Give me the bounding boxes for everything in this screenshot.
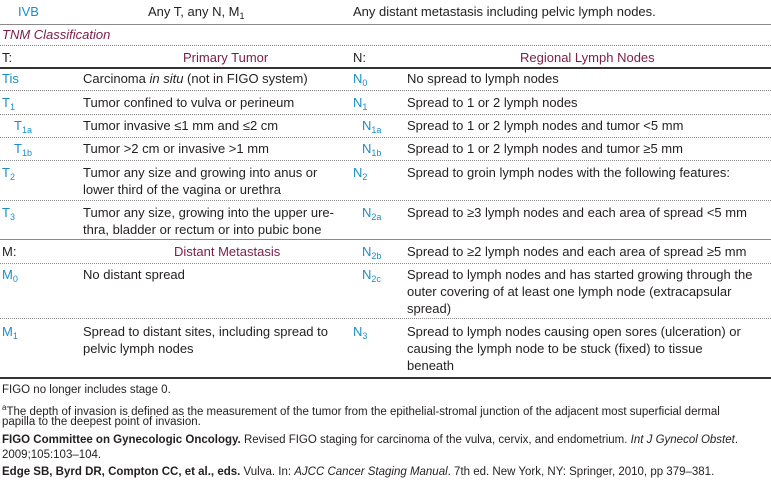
m-row-description: Spread to distant sites, including spread to: [83, 324, 328, 339]
m-row-code: [2, 267, 18, 283]
n-header-title: Regional Lymph Nodes: [520, 50, 655, 65]
n-code-letter: N: [362, 205, 372, 220]
n-code-sub: 2b: [371, 251, 382, 261]
n-row-description: Spread to ≥2 lymph nodes and each area of spread ≥5 mm: [407, 244, 747, 259]
n-row-description: spread): [407, 301, 452, 316]
n-code-sub: 2: [362, 172, 368, 182]
ref-figo-end: .: [734, 434, 739, 446]
m-code-letter: M: [2, 267, 13, 282]
n-row-code: [353, 95, 367, 111]
t-desc-part: Tumor any size, growing into the upper ure-: [83, 205, 334, 220]
t-row-code: [2, 165, 15, 181]
n-code-letter: N: [362, 118, 372, 133]
m-code-sub: 0: [12, 274, 18, 284]
n-code-letter: N: [362, 244, 372, 259]
footnote-depth-line1: The depth of invasion is defined as the measurement of the tumor from the epithelial-stromal junction of the adjacent most superficial dermal: [6, 405, 720, 418]
divider: [0, 114, 771, 115]
section-title: TNM Classification: [2, 27, 111, 42]
m-code-sub: 1: [12, 331, 18, 341]
t-desc-part: in situ: [149, 71, 184, 86]
n-row-code: [353, 71, 367, 87]
divider: [0, 263, 771, 264]
n-row-description: Spread to groin lymph nodes with the following features:: [407, 165, 731, 180]
n-row-description: Spread to 1 or 2 lymph nodes and tumor ≥5 mm: [407, 141, 683, 156]
n-row-code: [353, 324, 367, 340]
ref-figo-authors: FIGO Committee on Gynecologic Oncology.: [2, 434, 241, 446]
footnote-mark: a: [2, 403, 7, 412]
stage-description: Any distant metastasis including pelvic lymph nodes.: [353, 4, 656, 19]
n-code-sub: 3: [362, 331, 368, 341]
n-row-description: No spread to lymph nodes: [407, 71, 559, 86]
t-desc-part: Carcinoma: [83, 71, 150, 86]
n-row-description: Spread to 1 or 2 lymph nodes: [407, 95, 578, 110]
footnote-figo: FIGO no longer includes stage 0.: [2, 384, 171, 396]
t-desc-part: (not in FIGO system): [183, 71, 308, 86]
n-row-description: beneath: [407, 358, 454, 373]
t-code-letter: T: [2, 165, 10, 180]
n-row-code: [362, 267, 381, 283]
n-row-description: causing the lymph node to be stuck (fixed) to tissue: [407, 341, 703, 356]
n-code-letter: N: [362, 267, 372, 282]
m-header-code: M:: [2, 244, 17, 259]
t-code-sub: 1a: [21, 125, 32, 135]
t-row-description-line2: lower third of the vagina or urethra: [83, 182, 281, 197]
t-row-description-line2: thra, bladder or rectum or into pubic bone: [83, 222, 322, 237]
m-row-description: No distant spread: [83, 267, 185, 282]
divider: [0, 318, 771, 319]
t-row-description: [83, 71, 308, 87]
t-desc-part: Tumor >2 cm or invasive >1 mm: [83, 141, 269, 156]
t-row-code: [2, 71, 19, 87]
t-desc-part: Tumor invasive ≤1 mm and ≤2 cm: [83, 118, 279, 133]
n-header-code: N:: [353, 50, 366, 65]
divider: [0, 160, 771, 161]
divider: [0, 67, 771, 69]
divider: [0, 24, 771, 25]
t-desc-part: Tumor any size and growing into anus or: [83, 165, 318, 180]
t-desc-part: Tumor confined to vulva or perineum: [83, 95, 295, 110]
t-row-description: [83, 165, 317, 181]
t-row-code: [2, 205, 15, 221]
footnote-depth-line2: papilla to the deepest point of invasion.: [2, 416, 201, 428]
footnote-figo-ref-line2: 2009;105:103–104.: [2, 449, 102, 461]
divider: [0, 239, 771, 240]
n-code-sub: 2a: [371, 212, 382, 222]
t-code-sub: 2: [9, 172, 15, 182]
n-row-code: [353, 165, 367, 181]
footnote-figo-ref: [2, 433, 738, 448]
n-code-sub: 1b: [371, 148, 382, 158]
divider: [0, 90, 771, 91]
t-code-sub: 3: [9, 212, 15, 222]
stage-tnm: [148, 4, 245, 20]
t-row-description: [83, 95, 294, 111]
t-row-description: [83, 141, 269, 157]
n-code-sub: 2c: [371, 274, 381, 284]
divider: [0, 200, 771, 201]
n-code-letter: N: [353, 324, 363, 339]
ref-ajcc-end: . 7th ed. New York, NY: Springer, 2010, pp 379–381.: [447, 466, 715, 478]
m-code-letter: M: [2, 324, 13, 339]
stage-tnm-prefix: Any T, any N, M: [148, 4, 240, 19]
t-code-letter: Tis: [2, 71, 19, 86]
ref-figo-text: Revised FIGO staging for carcinoma of the vulva, cervix, and endometrium.: [240, 434, 631, 446]
n-row-description: outer covering of at least one lymph node (extracapsular: [407, 284, 732, 299]
t-code-sub: 1b: [21, 148, 32, 158]
n-code-sub: 0: [362, 78, 368, 88]
m-header-title: Distant Metastasis: [174, 244, 281, 259]
n-row-description: Spread to lymph nodes causing open sores (ulceration) or: [407, 324, 741, 339]
n-row-code: [362, 244, 381, 260]
ref-figo-journal: Int J Gynecol Obstet: [630, 434, 735, 446]
n-row-code: [362, 141, 381, 157]
divider: [0, 137, 771, 138]
t-code-letter: T: [14, 118, 22, 133]
stage-label: IVB: [18, 4, 39, 19]
t-header-title: Primary Tumor: [183, 50, 269, 65]
m-row-description-line2: pelvic lymph nodes: [83, 341, 194, 356]
n-row-description: Spread to lymph nodes and has started growing through the: [407, 267, 753, 282]
divider: [0, 377, 771, 379]
n-code-letter: N: [362, 141, 372, 156]
t-row-code: [14, 118, 32, 134]
n-code-letter: N: [353, 95, 363, 110]
divider: [0, 45, 771, 46]
t-row-description: [83, 205, 334, 221]
t-row-code: [2, 95, 15, 111]
n-row-description: Spread to ≥3 lymph nodes and each area of spread <5 mm: [407, 205, 747, 220]
ref-ajcc-authors: Edge SB, Byrd DR, Compton CC, et al., eds.: [2, 466, 241, 478]
stage-tnm-sub: 1: [239, 11, 245, 21]
n-code-letter: N: [353, 165, 363, 180]
n-code-sub: 1a: [371, 125, 382, 135]
t-code-letter: T: [2, 205, 10, 220]
n-row-description: Spread to 1 or 2 lymph nodes and tumor <5 mm: [407, 118, 684, 133]
n-row-code: [362, 205, 381, 221]
n-code-sub: 1: [362, 102, 368, 112]
n-row-code: [362, 118, 381, 134]
ref-ajcc-text: Vulva. In:: [240, 466, 295, 478]
footnote-ajcc-ref: [2, 465, 714, 480]
t-code-letter: T: [14, 141, 22, 156]
t-row-code: [14, 141, 32, 157]
t-code-sub: 1: [9, 102, 15, 112]
m-row-code: [2, 324, 18, 340]
t-code-letter: T: [2, 95, 10, 110]
n-code-letter: N: [353, 71, 363, 86]
t-row-description: [83, 118, 278, 134]
t-header-code: T:: [2, 50, 13, 65]
ref-ajcc-book: AJCC Cancer Staging Manual: [294, 466, 448, 478]
